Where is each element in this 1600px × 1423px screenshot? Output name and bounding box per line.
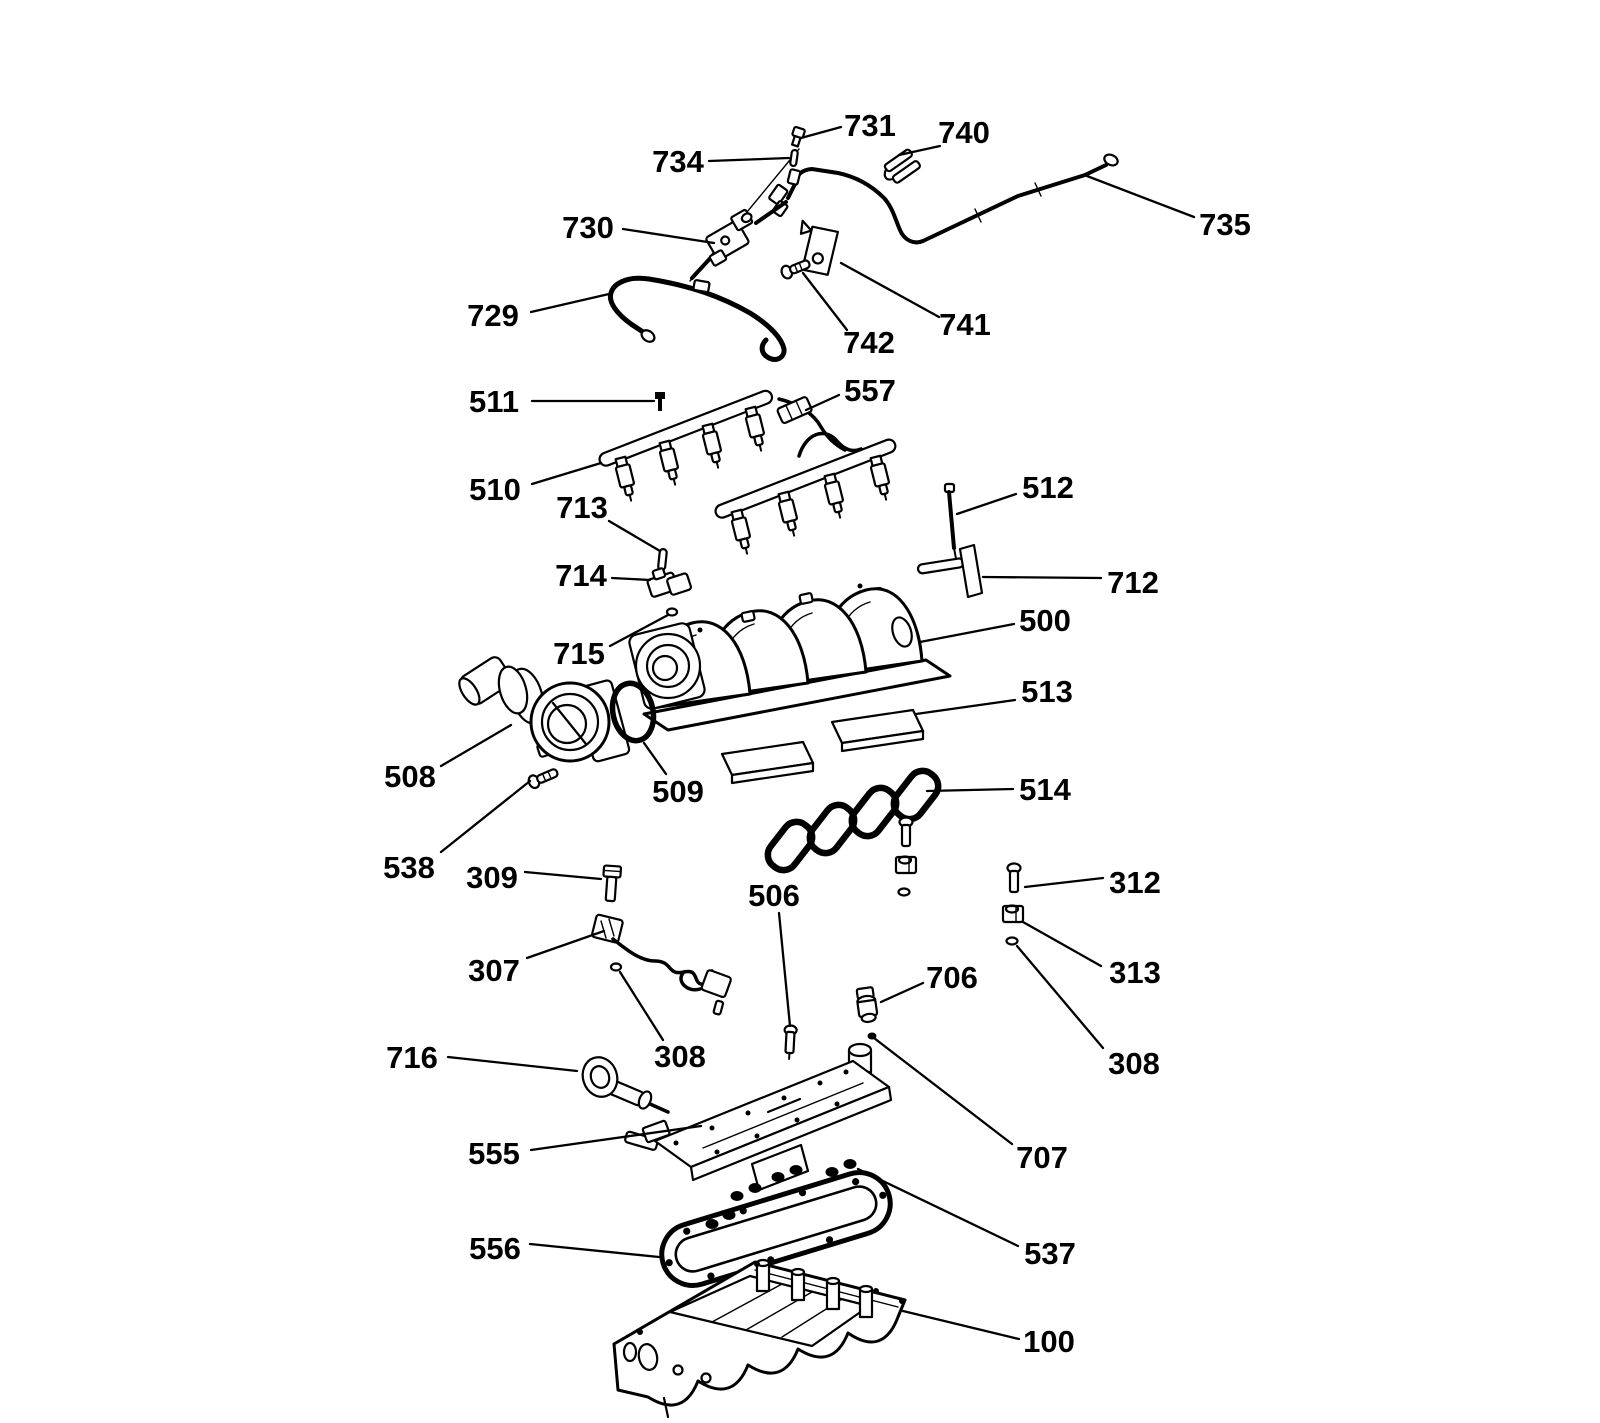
callout-label-514: 514 (1019, 772, 1071, 807)
callout-label-556: 556 (469, 1231, 521, 1266)
callout-label-309: 309 (466, 860, 518, 895)
leader-line-730 (623, 229, 714, 243)
leader-line-307 (527, 931, 604, 958)
nut-313 (1003, 906, 1023, 923)
callout-label-510: 510 (469, 472, 521, 507)
callout-label-707: 707 (1016, 1140, 1068, 1175)
leader-line-735 (1087, 176, 1194, 217)
intake-manifold-500 (628, 584, 950, 731)
leader-line-313 (1023, 922, 1101, 966)
sensor-714 (645, 561, 692, 601)
callout-label-740: 740 (938, 115, 990, 150)
leader-line-308-right (1017, 946, 1103, 1048)
callout-label-506: 506 (748, 878, 800, 913)
leader-line-508 (441, 725, 511, 766)
leader-line-741 (841, 263, 939, 317)
rod-512 (945, 484, 957, 564)
bolt-506 (783, 1025, 797, 1059)
callout-label-512: 512 (1022, 470, 1074, 505)
mid-bolt-nut-washer (896, 818, 916, 896)
leader-line-510 (532, 463, 601, 484)
leader-line-729 (531, 294, 609, 312)
leader-line-716 (448, 1057, 577, 1071)
callout-label-537: 537 (1024, 1236, 1076, 1271)
leader-line-506 (779, 913, 790, 1026)
callout-label-730: 730 (562, 210, 614, 245)
callout-label-538: 538 (383, 850, 435, 885)
leader-line-707 (874, 1038, 1012, 1144)
leader-line-557 (806, 395, 839, 410)
callout-label-706: 706 (926, 960, 978, 995)
leader-line-706 (881, 983, 923, 1002)
leader-line-309 (525, 872, 601, 879)
callout-label-511: 511 (469, 384, 519, 419)
callout-label-731: 731 (844, 108, 896, 143)
callout-label-557: 557 (844, 373, 896, 408)
leader-line-537 (858, 1169, 1018, 1246)
callout-label-308-left: 308 (654, 1039, 706, 1074)
leader-line-734 (709, 158, 789, 161)
pad-513 (722, 710, 923, 783)
callout-label-712: 712 (1107, 565, 1159, 600)
callout-label-741: 741 (939, 307, 991, 342)
callout-label-312: 312 (1109, 865, 1161, 900)
engine-block-100 (614, 1260, 905, 1417)
callout-label-734: 734 (652, 144, 704, 179)
stud-308-left (611, 964, 621, 971)
leader-line-713 (609, 521, 660, 551)
callout-label-509: 509 (652, 774, 704, 809)
leader-line-512 (957, 494, 1016, 514)
callout-label-100: 100 (1023, 1324, 1075, 1359)
callout-label-307: 307 (468, 953, 520, 988)
leader-line-731 (801, 127, 841, 138)
leader-line-556 (530, 1244, 659, 1257)
callout-label-500: 500 (1019, 603, 1071, 638)
callout-label-735: 735 (1199, 207, 1251, 242)
callout-label-714: 714 (555, 558, 607, 593)
leader-line-538 (441, 781, 530, 852)
pin-734 (787, 150, 800, 185)
callout-label-313: 313 (1109, 955, 1161, 990)
regulator-730 (698, 208, 764, 266)
callout-label-713: 713 (556, 490, 608, 525)
callout-label-513: 513 (1021, 674, 1073, 709)
hose-729 (610, 278, 784, 359)
leader-line-500 (920, 624, 1014, 642)
bolt-312 (1008, 864, 1021, 893)
callout-label-508: 508 (384, 759, 436, 794)
callout-label-729: 729 (467, 298, 519, 333)
sensor-706 (856, 987, 879, 1023)
bolt-511 (655, 392, 665, 411)
leader-line-742 (803, 273, 847, 330)
leader-line-312 (1025, 878, 1103, 887)
bracket-712 (917, 545, 982, 597)
pin-713 (658, 549, 667, 571)
callout-label-715: 715 (553, 636, 605, 671)
leader-line-509 (644, 743, 666, 774)
leader-line-714 (612, 578, 650, 580)
washer-308-right (1007, 938, 1018, 945)
callout-label-308-right: 308 (1108, 1046, 1160, 1081)
leader-line-308-left (620, 972, 663, 1040)
callout-label-716: 716 (386, 1040, 438, 1075)
bolt-309 (602, 865, 621, 901)
leader-line-513 (916, 700, 1015, 714)
screw-538 (527, 766, 560, 790)
callout-label-555: 555 (468, 1136, 520, 1171)
leader-line-712 (983, 577, 1101, 578)
callouts-layer (383, 108, 1251, 1359)
fuel-rail-510 (598, 389, 898, 555)
callout-label-742: 742 (843, 325, 895, 360)
leader-line-100 (903, 1311, 1019, 1339)
